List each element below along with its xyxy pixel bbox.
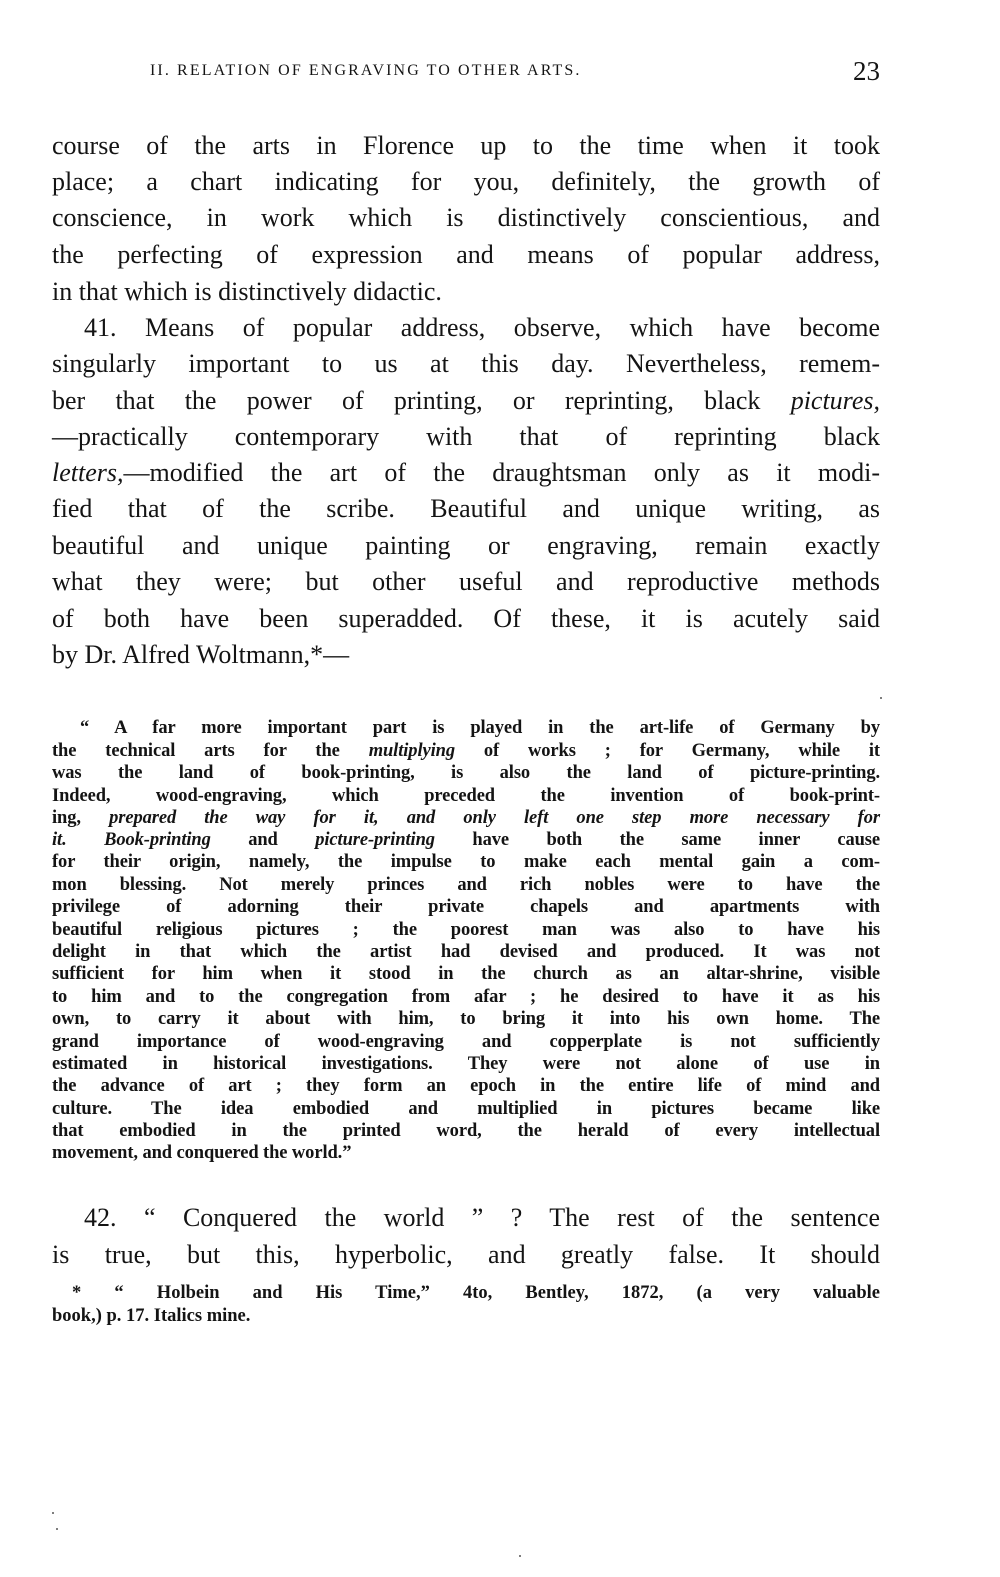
body-line: in that which is distinctively didactic.: [52, 277, 442, 306]
quote-line: to him and to the congregation from afar ; he desired to have it as his: [52, 987, 880, 1007]
paragraph-41-line: [52, 458, 880, 488]
italic-text: picture-printing: [315, 830, 435, 850]
paragraph-41-line: singularly important to us at this day. Nevertheless, remem-: [52, 349, 880, 378]
quote-line: movement, and conquered the world.”: [52, 1143, 352, 1163]
italic-text: pictures,: [790, 386, 880, 415]
chapter-title: II. RELATION OF ENGRAVING TO OTHER ARTS.: [150, 62, 582, 79]
quote-line: mon blessing. Not merely princes and rich nobles were to have the: [52, 875, 880, 895]
italic-text: letters,: [52, 458, 124, 487]
footnote-line: * “ Holbein and His Time,” 4to, Bentley, 1872, (a very valuable: [72, 1283, 880, 1303]
page-number: 23: [853, 56, 880, 86]
text: —modified the art of the draughtsman only as it modi-: [123, 458, 880, 487]
quote-line: for their origin, namely, the impulse to make each mental gain a com-: [52, 852, 880, 872]
quote-line: the advance of art ; they form an epoch in the entire life of mind and: [52, 1076, 880, 1096]
quote-line: Indeed, wood-engraving, which preceded the invention of book-print-: [52, 786, 880, 806]
footnote-line: book,) p. 17. Italics mine.: [52, 1306, 251, 1326]
quote-line: that embodied in the printed word, the herald of every intellectual: [52, 1121, 880, 1141]
quote-line: beautiful religious pictures ; the poorest man was also to have his: [52, 920, 880, 940]
text: ber that the power of printing, or reprinting, black: [52, 386, 791, 415]
text: the technical arts for the: [52, 741, 369, 761]
paragraph-41-line: 41. Means of popular address, observe, which have become: [84, 313, 880, 342]
paragraph-41-line: by Dr. Alfred Woltmann,*—: [52, 640, 350, 669]
quote-line: was the land of book-printing, is also the land of picture-printing.: [52, 763, 880, 783]
quote-line: [52, 740, 880, 762]
body-line: conscience, in work which is distinctively conscientious, and: [52, 203, 880, 232]
running-head: [150, 58, 880, 90]
quote-line: sufficient for him when it stood in the church as an altar-shrine, visible: [52, 964, 880, 984]
scan-speck: [52, 1512, 54, 1514]
paragraph-41-line: what they were; but other useful and reproductive methods: [52, 567, 880, 596]
paragraph-41-line: [52, 386, 880, 416]
italic-text: prepared the way for it, and only left one step more necessary for: [109, 808, 880, 828]
quote-line: culture. The idea embodied and multiplied in pictures became like: [52, 1099, 880, 1119]
paragraph-42-line: 42. “ Conquered the world ” ? The rest of the sentence: [84, 1203, 880, 1232]
quote-line: estimated in historical investigations. They were not alone of use in: [52, 1054, 880, 1074]
quote-line: delight in that which the artist had devised and produced. It was not: [52, 942, 880, 962]
text: and: [210, 830, 316, 850]
paragraph-42-line: is true, but this, hyperbolic, and greatly false. It should: [52, 1240, 880, 1269]
scan-speck: [880, 697, 882, 699]
body-line: the perfecting of expression and means of popular address,: [52, 240, 880, 269]
paragraph-41-line: beautiful and unique painting or engraving, remain exactly: [52, 531, 880, 560]
italic-text: it. Book-printing: [52, 830, 211, 850]
scan-speck: [519, 1555, 521, 1557]
text: of works ; for Germany, while it: [454, 741, 880, 761]
body-line: place; a chart indicating for you, definitely, the growth of: [52, 167, 880, 196]
paragraph-41-line: —practically contemporary with that of reprinting black: [52, 422, 880, 451]
quote-line: [52, 807, 880, 829]
text: ing,: [52, 808, 110, 828]
scan-speck: [56, 1528, 58, 1530]
body-line: course of the arts in Florence up to the time when it took: [52, 131, 880, 160]
quote-line: “ A far more important part is played in the art-life of Germany by: [80, 718, 880, 738]
text: have both the same inner cause: [434, 830, 881, 850]
quote-line: privilege of adorning their private chapels and apartments with: [52, 897, 880, 917]
italic-text: multiplying: [368, 741, 455, 761]
paragraph-41-line: of both have been superadded. Of these, it is acutely said: [52, 604, 880, 633]
paragraph-41-line: fied that of the scribe. Beautiful and unique writing, as: [52, 494, 880, 523]
quote-line: [52, 829, 880, 851]
quote-line: grand importance of wood-engraving and copperplate is not sufficiently: [52, 1032, 880, 1052]
quote-line: own, to carry it about with him, to bring it into his own home. The: [52, 1009, 880, 1029]
